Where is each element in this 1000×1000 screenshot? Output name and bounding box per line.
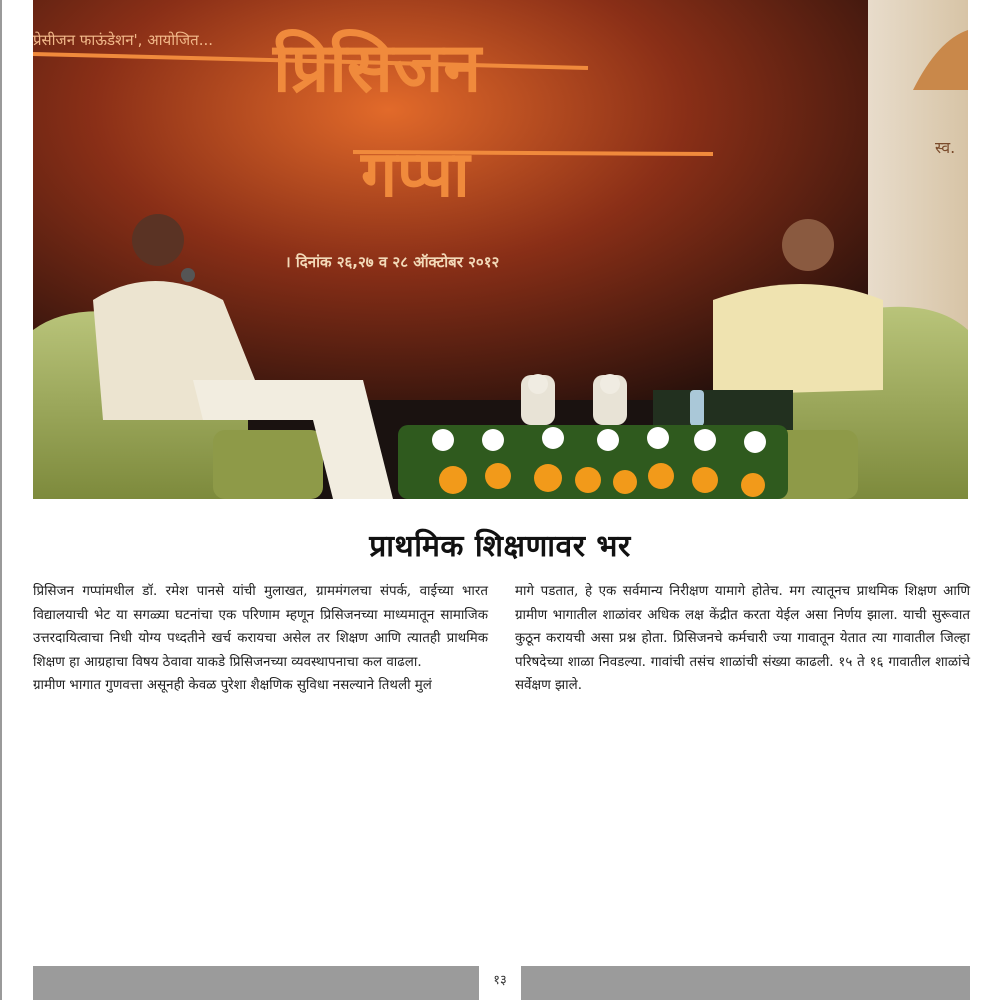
banner-title-line2: गप्पा <box>361 138 470 212</box>
article-paragraph: मागे पडतात, हे एक सर्वमान्य निरीक्षण यामागे होतेच. मग त्यातूनच प्राथमिक शिक्षण आणि ग्रामीण भागातील शाळांवर अधिक लक्ष केंद्रीत करता येईल असा निर्णय झाला. याची सुरूवात कुठून करायची असा प्रश्न होता. प्रिसिजनचे कर्मचारी ज्या गावातून येतात त्या गावातील जिल्हा परिषदेच्या शाळा निवडल्या. गावांची तसंच शाळांची संख्या काढली. १५ ते १६ गावातील शाळांचे सर्वेक्षण झाले. <box>515 584 970 693</box>
side-panel-text: स्व. <box>935 138 956 157</box>
banner-title: प्रिसिजन <box>273 29 482 108</box>
article-paragraph: प्रिसिजन गप्पांमधील डॉ. रमेश पानसे यांची मुलाखत, ग्राममंगलचा संपर्क, वाईच्या भारत विद्यालयाची भेट या सगळ्या घटनांचा एक परिणाम म्हणून प्रिसिजनच्या माध्यमातून सामाजिक उत्तरदायित्वाचा निधी योग्य पध्दतीने खर्च करायचा असेल तर शिक्षण आणि त्यातही प्राथमिक शिक्षण हा आग्रहाचा विषय ठेवावा याकडे प्रिसिजनच्या व्यवस्थापनाचा कल वाढला. <box>33 584 488 670</box>
article-column-left <box>33 580 488 698</box>
article-paragraph: ग्रामीण भागात गुणवत्ता असूनही केवळ पुरेशा शैक्षणिक सुविधा नसल्याने तिथली मुलं <box>33 678 432 693</box>
banner-date: । दिनांक २६,२७ व २८ ऑक्टोबर २०१२ <box>285 253 500 271</box>
page-number: १३ <box>479 958 521 1000</box>
event-photo <box>33 0 968 499</box>
page-edge-rule <box>0 0 2 1000</box>
article-headline: प्राथमिक शिक्षणावर भर <box>369 529 631 564</box>
banner-subtitle: प्रेसीजन फाऊंडेशन', आयोजित... <box>33 31 214 49</box>
article-column-right <box>515 580 970 698</box>
article-body <box>33 580 970 698</box>
